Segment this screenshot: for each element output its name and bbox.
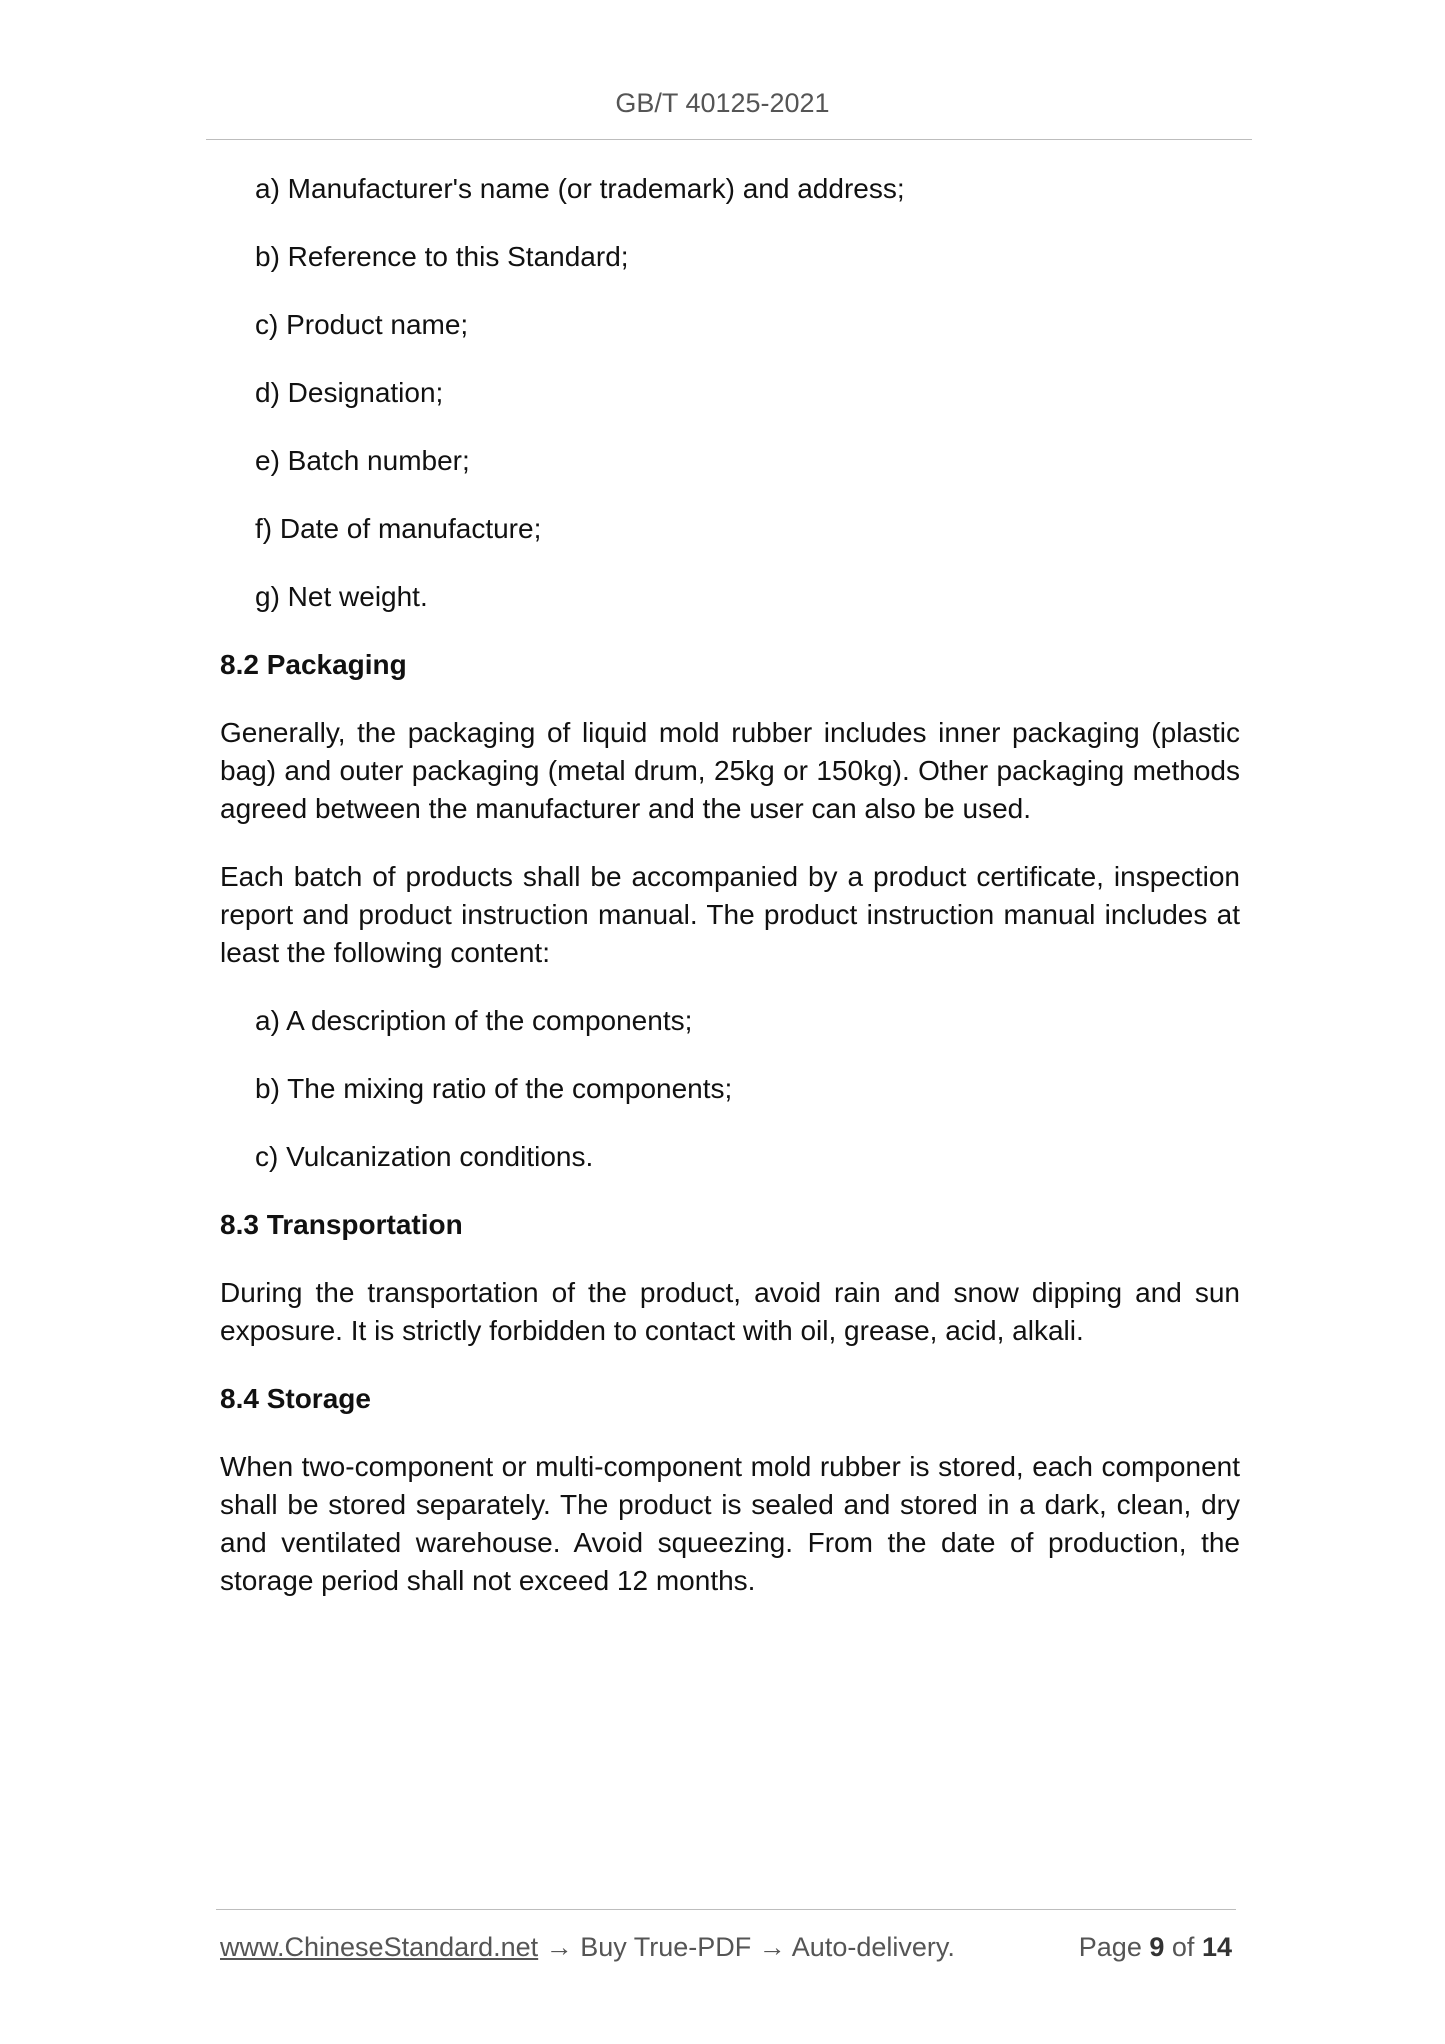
list-item: g) Net weight.	[255, 581, 428, 612]
paragraph-transportation: During the transportation of the product, avoid rain and snow dipping and sun exposure. It is strictly forbidden to contact with oil, grease, acid, alkali.	[220, 1277, 1240, 1346]
paragraph-packaging-1: Generally, the packaging of liquid mold rubber includes inner packaging (plastic bag) and outer packaging (metal drum, 25kg or 150kg). Other packaging methods agreed between the manufacturer and the user can also be used.	[220, 717, 1240, 824]
total-page-number: 14	[1201, 1932, 1232, 1962]
current-page-number: 9	[1149, 1932, 1165, 1962]
header-divider	[206, 139, 1252, 140]
instruction-manual-list	[220, 1002, 1240, 1176]
marking-list	[220, 170, 1240, 616]
list-item: b) Reference to this Standard;	[255, 241, 629, 272]
list-item: d) Designation;	[255, 377, 444, 408]
website-link[interactable]: www.ChineseStandard.net	[220, 1932, 539, 1962]
section-heading-transportation: 8.3 Transportation	[220, 1209, 463, 1240]
paragraph-storage: When two-component or multi-component mold rubber is stored, each component shall be stored separately. The product is sealed and stored in a dark, clean, dry and ventilated warehouse. Avoid squeezing. From the date of production, the storage period shall not exceed 12 months.	[220, 1451, 1240, 1596]
list-item: f) Date of manufacture;	[255, 513, 542, 544]
footer-divider	[216, 1909, 1236, 1910]
paragraph-packaging-2: Each batch of products shall be accompanied by a product certificate, inspection report and product instruction manual. The product instruction manual includes at least the following content:	[220, 861, 1240, 968]
list-item: c) Product name;	[255, 309, 469, 340]
list-item: b) The mixing ratio of the components;	[255, 1073, 733, 1104]
list-item: c) Vulcanization conditions.	[255, 1141, 594, 1172]
page-footer	[220, 1928, 1232, 1966]
section-heading-packaging: 8.2 Packaging	[220, 649, 407, 680]
page-content	[220, 170, 1240, 1630]
arrow-right-icon: →	[758, 1932, 786, 1962]
section-heading-storage: 8.4 Storage	[220, 1383, 371, 1414]
page-label: Page	[1078, 1932, 1142, 1962]
list-item: a) A description of the components;	[255, 1005, 693, 1036]
arrow-right-icon: →	[545, 1932, 573, 1962]
footer-links	[220, 1928, 955, 1966]
list-item: e) Batch number;	[255, 445, 470, 476]
page-number	[1079, 1928, 1232, 1966]
list-item: a) Manufacturer's name (or trademark) and address;	[255, 173, 905, 204]
of-label: of	[1171, 1932, 1195, 1962]
header-standard-number: GB/T 40125-2021	[615, 88, 830, 118]
auto-delivery-text: Auto-delivery.	[791, 1932, 955, 1962]
buy-true-pdf-text: Buy True-PDF	[580, 1932, 752, 1962]
